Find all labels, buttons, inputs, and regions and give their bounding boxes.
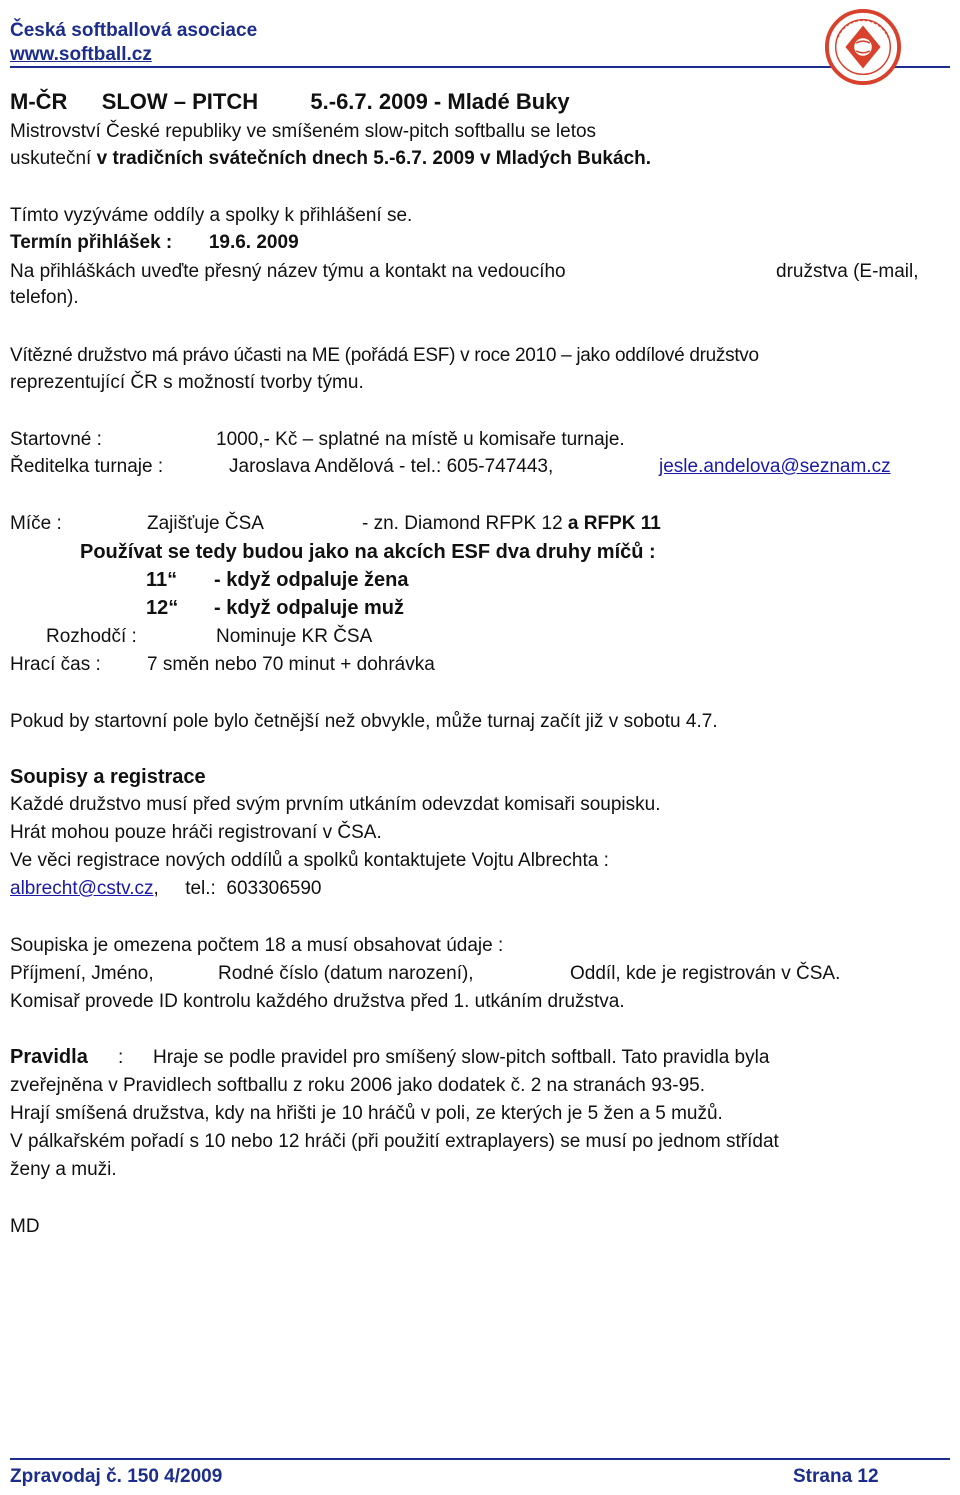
balls-row-2-num: 12“ xyxy=(146,597,179,619)
registration-call: Tímto vyzýváme oddíly a spolky k přihlášení se. xyxy=(10,205,413,226)
director-label: Ředitelka turnaje : xyxy=(10,456,164,477)
registration-note-left: Na přihláškách uveďte přesný název týmu a kontakt na vedoucího xyxy=(10,261,566,282)
header-org-name: Česká softballová asociace xyxy=(10,20,258,41)
rosters-line-2: Hrát mohou pouze hráči registrovaní v ČSA. xyxy=(10,822,382,843)
rosters-heading: Soupisy a registrace xyxy=(10,766,206,788)
rules-sep: : xyxy=(118,1047,124,1068)
director-email-link[interactable]: jesle.andelova@seznam.cz xyxy=(659,456,891,477)
registration-note-line-2: telefon). xyxy=(10,287,79,308)
balls-type-prefix: - zn. Diamond RFPK 12 xyxy=(362,513,563,534)
balls-type xyxy=(362,513,661,535)
rules-line-2: zveřejněna v Pravidlech softballu z roku 2006 jako dodatek č. 2 na stranách 93-95. xyxy=(10,1075,705,1096)
playtime-value: 7 směn nebo 70 minut + dohrávka xyxy=(147,654,435,675)
title-part-2: SLOW – PITCH xyxy=(101,89,259,114)
start-fee-value: 1000,- Kč – splatné na místě u komisaře turnaje. xyxy=(216,429,625,450)
saturday-note: Pokud by startovní pole bylo četnější než obvykle, může turnaj začít již v sobotu 4.7. xyxy=(10,711,718,732)
rules-label: Pravidla xyxy=(10,1046,88,1068)
roster-rules-col-3: Oddíl, kde je registrován v ČSA. xyxy=(570,963,841,984)
contact-email-link[interactable]: albrecht@cstv.cz xyxy=(10,878,154,899)
registration-note-right: družstva (E-mail, xyxy=(776,261,919,282)
footer-issue: Zpravodaj č. 150 4/2009 xyxy=(10,1466,223,1487)
rosters-contact xyxy=(10,878,322,900)
title-part-1: M-ČR xyxy=(10,89,68,114)
balls-row-2-text: - když odpaluje muž xyxy=(214,597,405,619)
rules-line-3: Hrají smíšená družstva, kdy na hřišti je 10 hráčů v poli, ze kterých je 5 žen a 5 mužů. xyxy=(10,1103,723,1124)
balls-usage: Používat se tedy budou jako na akcích ESF dva druhy míčů : xyxy=(80,541,656,563)
balls-row-1-num: 11“ xyxy=(146,569,178,591)
umpires-value: Nominuje KR ČSA xyxy=(216,626,373,647)
balls-label: Míče : xyxy=(10,513,62,534)
deadline-date: 19.6. 2009 xyxy=(208,232,299,253)
page-title xyxy=(10,89,570,115)
title-part-3: 5.-6.7. 2009 - Mladé Buky xyxy=(310,89,570,114)
signature: MD xyxy=(10,1216,40,1237)
intro-line-1: Mistrovství České republiky ve smíšeném slow-pitch softballu se letos xyxy=(10,121,597,142)
balls-supplier: Zajišťuje ČSA xyxy=(147,513,264,534)
footer-rule xyxy=(10,1458,950,1460)
roster-rules-col-2: Rodné číslo (datum narození), xyxy=(218,963,474,984)
start-fee-label: Startovné : xyxy=(10,429,102,450)
intro-line-2-normal: uskuteční xyxy=(10,148,92,169)
rules-line-5: ženy a muži. xyxy=(10,1159,117,1180)
umpires-label: Rozhodčí : xyxy=(46,626,137,647)
roster-rules-line-3: Komisař provede ID kontrolu každého družstva před 1. utkáním družstva. xyxy=(10,991,625,1012)
playtime-label: Hrací čas : xyxy=(10,654,101,675)
header-rule xyxy=(10,66,950,68)
director-value: Jaroslava Andělová - tel.: 605-747443, xyxy=(229,456,554,477)
rules-line-4: V pálkařském pořadí s 10 nebo 12 hráči (při použití extraplayers) se musí po jednom střídat xyxy=(10,1131,779,1152)
winner-line-1: Vítězné družstvo má právo účasti na ME (pořádá ESF) v roce 2010 – jako oddílové družstvo xyxy=(10,345,759,366)
rosters-line-1: Každé družstvo musí před svým prvním utkáním odevzdat komisaři soupisku. xyxy=(10,794,661,815)
intro-line-2 xyxy=(10,148,651,170)
footer-page-number: Strana 12 xyxy=(793,1466,879,1487)
roster-rules-col-1: Příjmení, Jméno, xyxy=(10,963,154,984)
balls-row-1-text: - když odpaluje žena xyxy=(214,569,409,591)
csa-logo-icon xyxy=(824,8,902,86)
header-url-link[interactable]: www.softball.cz xyxy=(10,44,152,65)
contact-tel: , tel.: 603306590 xyxy=(153,878,322,899)
balls-type-bold: a RFPK 11 xyxy=(567,513,661,534)
roster-rules-line-1: Soupiska je omezena počtem 18 a musí obsahovat údaje : xyxy=(10,935,504,956)
winner-line-2: reprezentující ČR s možností tvorby týmu. xyxy=(10,372,364,393)
registration-deadline xyxy=(10,232,299,254)
deadline-label: Termín přihlášek : xyxy=(10,232,173,253)
intro-line-2-bold: v tradičních svátečních dnech 5.-6.7. 2009 v Mladých Bukách. xyxy=(96,148,652,169)
rules-line-1: Hraje se podle pravidel pro smíšený slow-pitch softball. Tato pravidla byla xyxy=(153,1047,770,1068)
rosters-line-3: Ve věci registrace nových oddílů a spolků kontaktujete Vojtu Albrechta : xyxy=(10,850,609,871)
